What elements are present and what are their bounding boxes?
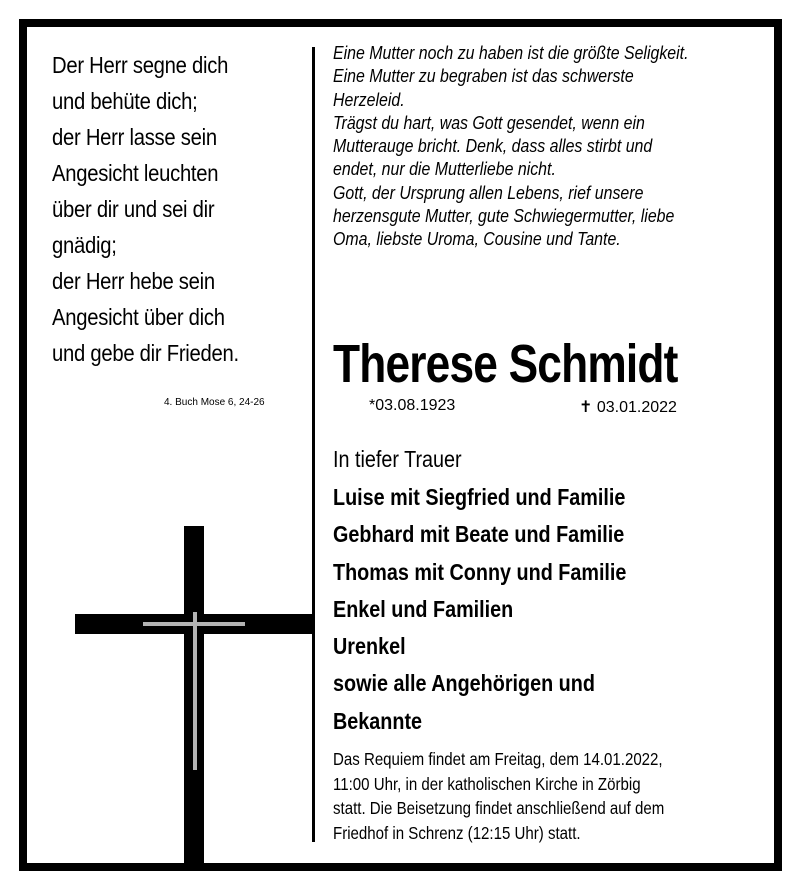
left-column xyxy=(52,47,312,408)
mourner-line: sowie alle Angehörigen und xyxy=(333,670,595,697)
poem-line: Eine Mutter noch zu haben ist die größte Seligkeit. xyxy=(333,42,689,63)
latin-cross-icon xyxy=(75,526,314,866)
psalm-line: und gebe dir Frieden. xyxy=(52,340,239,366)
poem-line: Trägst du hart, was Gott gesendet, wenn ein xyxy=(333,111,645,133)
psalm-line: über dir und sei dir xyxy=(52,196,215,222)
mourner-line: Urenkel xyxy=(333,633,406,660)
mourner-line: Bekannte xyxy=(333,707,423,734)
psalm-verse xyxy=(52,47,281,371)
psalm-line: Angesicht leuchten xyxy=(52,160,219,186)
bible-citation: 4. Buch Mose 6, 24-26 xyxy=(164,397,265,408)
obituary-frame xyxy=(19,19,782,871)
psalm-line: und behüte dich; xyxy=(52,88,198,114)
psalm-line: der Herr lasse sein xyxy=(52,124,217,150)
poem-line: endet, nur die Mutterliebe nicht. xyxy=(333,158,556,180)
psalm-line: gnädig; xyxy=(52,232,117,258)
poem-line: Herzeleid. xyxy=(333,88,405,110)
right-column xyxy=(333,41,763,843)
announcement-line: 11:00 Uhr, in der katholischen Kirche in Zörbig xyxy=(333,773,641,794)
psalm-line: der Herr hebe sein xyxy=(52,268,215,294)
funeral-announcement xyxy=(333,747,664,845)
poem-line: Eine Mutter zu begraben ist das schwerste xyxy=(333,65,634,87)
announcement-line: Friedhof in Schrenz (12:15 Uhr) statt. xyxy=(333,822,581,843)
mourners-list xyxy=(333,479,626,740)
mourner-line: Enkel und Familien xyxy=(333,595,514,622)
death-date: ✝ 03.01.2022 xyxy=(579,399,677,416)
announcement-line: statt. Die Beisetzung findet anschließend auf dem xyxy=(333,798,665,818)
mourner-line: Thomas mit Conny und Familie xyxy=(333,558,627,585)
column-divider xyxy=(312,47,315,842)
poem-line: Oma, liebste Uroma, Cousine und Tante. xyxy=(333,228,621,250)
birth-date: *03.08.1923 xyxy=(369,397,456,414)
mourner-line: Luise mit Siegfried und Familie xyxy=(333,484,626,510)
mourner-line: Gebhard mit Beate und Familie xyxy=(333,521,625,548)
psalm-line: Angesicht über dich xyxy=(52,304,225,330)
deceased-name: Therese Schmidt xyxy=(333,334,678,394)
life-dates xyxy=(333,397,763,419)
poem-line: herzensgute Mutter, gute Schwiegermutter, liebe xyxy=(333,205,675,227)
psalm-line: Der Herr segne dich xyxy=(52,52,229,78)
poem-line: Mutterauge bricht. Denk, dass alles stirbt und xyxy=(333,135,653,157)
announcement-line: Das Requiem findet am Freitag, dem 14.01.2022, xyxy=(333,749,663,769)
mourning-heading: In tiefer Trauer xyxy=(333,446,462,472)
memorial-poem xyxy=(333,41,703,251)
poem-line: Gott, der Ursprung allen Lebens, rief unsere xyxy=(333,181,644,203)
